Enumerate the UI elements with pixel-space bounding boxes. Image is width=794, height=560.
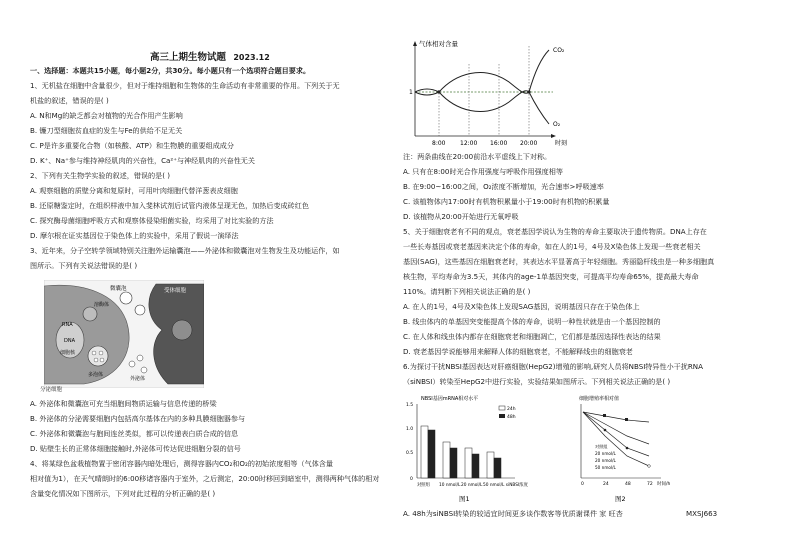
fig1-caption: 图1 bbox=[459, 495, 470, 503]
fig1-legend-48h: 48h bbox=[507, 415, 516, 420]
exosome-figure bbox=[44, 280, 204, 388]
question-line: 5、关于细胞衰老有不同的观点，衰老基因学说认为生物的寿命主要取决于遗传物质。DNA上存在 bbox=[403, 227, 707, 236]
question-line: 3、近年来，分子空转学领域特别关注胞外运输囊泡——外泌体和微囊泡对生物发生及功能运作，如 bbox=[30, 246, 340, 255]
option-line: A. N和Mg的缺乏都会对植物的光合作用产生影响 bbox=[30, 111, 183, 120]
question-line: 相对值为1），在天气晴朗时的6:00移诸容器内于室外，之后测定，20:00时移回到暗室中，测得两种气体的相对 bbox=[30, 474, 380, 483]
fig1-bar-chart bbox=[403, 392, 533, 504]
fig2-xtick: 0 bbox=[581, 482, 584, 487]
question-line: 机盐的叙述，错误的是( ) bbox=[30, 96, 109, 105]
chart-ylabel: 气体相对含量 bbox=[419, 40, 458, 48]
option-line: C. P是许多重要化合物（如核酸、ATP）和生物膜的重要组成成分 bbox=[30, 141, 234, 150]
option-line: B. 还原糖鉴定时，在组织样液中加入斐林试剂后试管内液体呈现无色，加热后变成砖红色 bbox=[30, 201, 309, 210]
option-line: A. 外泌体和微囊泡可充当细胞间物质运输与信息传递的桥梁 bbox=[30, 399, 217, 408]
option-line: A. 在人的1号，4号及X染色体上发现SAG基因，说明基因只存在于染色体上 bbox=[403, 302, 640, 311]
fig1-xlabel: 对照组 bbox=[417, 483, 430, 488]
title-text: 高三上期生物试题 bbox=[150, 52, 227, 63]
fig1-ytick: 1.0 bbox=[406, 427, 414, 432]
gas-content-chart bbox=[403, 38, 583, 150]
option-line: C. 该植物体内17:00时有机物积累量小于19:00时有机物的积累量 bbox=[403, 197, 610, 206]
right-column bbox=[403, 0, 781, 560]
section-heading: 一、选择题：本题共15小题，每小题2分，共30分。每小题只有一个选项符合题目要求。 bbox=[30, 66, 311, 75]
option-line: C. 探究酶母菌细胞呼吸方式和观察体侵染细菌实验，均采用了对比实验的方法 bbox=[30, 216, 274, 225]
question-line: 一些长寿基因或衰老基因来决定个体的寿命，如在人的1号，4号及X染色体上发现一些衰老相关 bbox=[403, 242, 701, 251]
question-line: 4、将某绿色盆栽植物置于密闭容器内暗处理后，测得容器内CO₂和O₂的初始浓度相等（气体含量 bbox=[30, 459, 333, 468]
fig2-legend: 20 nmol/L bbox=[595, 451, 616, 456]
fig2-line-chart bbox=[571, 392, 681, 504]
xtick: 16:00 bbox=[490, 140, 508, 147]
question-line: 含量变化情况如下图所示，下列对此过程的分析正确的是( ) bbox=[30, 489, 216, 498]
fig2-xlabel: 时间/h bbox=[657, 482, 671, 487]
label-receptor-cell: 受体细胞 bbox=[164, 288, 187, 294]
label-exosome: 外泌体 bbox=[130, 376, 146, 382]
fig2-legend: 50 nmol/L bbox=[595, 465, 616, 470]
question-line: 6.为探讨干扰NBSI基因表达对肝癌细胞(HepG2)增殖的影响,研究人员将NBSI特异性小干扰RNA bbox=[403, 362, 703, 371]
option-line: A. 观察细胞的质壁分离和复原时，可用叶肉细胞代替洋葱表皮细胞 bbox=[30, 186, 238, 195]
label-dna: DNA bbox=[64, 338, 76, 344]
question-line: 图所示。下列有关说法错误的是( ) bbox=[30, 261, 138, 270]
question-line: 1、无机盐在细胞中含量很少，但对于维持细胞和生物体的生命活动有非常重要的作用。下列关于无 bbox=[30, 81, 340, 90]
fig1-xlabel: 50 nmol/L siNBSI浓度 bbox=[483, 483, 528, 488]
o2-label: O₂ bbox=[553, 121, 561, 128]
option-line: A. 只有在8:00时光合作用强度与呼吸作用强度相等 bbox=[403, 167, 563, 176]
option-line: B. 镰刀型细胞贫血症的发生与Fe的供给不足无关 bbox=[30, 126, 183, 135]
left-column bbox=[30, 0, 398, 560]
option-line: D. K⁺、Na⁺参与维持神经肌肉的兴奋性，Ca²⁺与神经肌肉的兴奋性无关 bbox=[30, 156, 255, 165]
xtick: 8:00 bbox=[432, 140, 446, 147]
label-rna: RNA bbox=[62, 322, 73, 328]
fig2-xtick: 24 bbox=[603, 482, 609, 487]
option-line: A. 48h为siNBSI转染的较适宜时间更多谈作数客等优质谢课件 家 旺杏 bbox=[403, 509, 623, 518]
co2-label: CO₂ bbox=[553, 47, 565, 54]
xtick: 12:00 bbox=[460, 140, 478, 147]
option-line: B. 外泌体的分泌需要细胞内包括高尔基体在内的多种具膜细胞器参与 bbox=[30, 414, 246, 423]
option-line: D. 该植物从20:00开始进行无氧呼吸 bbox=[403, 212, 519, 221]
option-line: C. 在人体和线虫体内都存在细胞衰老和细胞凋亡，它们都是基因选择性表达的结果 bbox=[403, 332, 661, 341]
chart-note: 注：两条曲线在20:00前沿水平虚线上下对称。 bbox=[403, 152, 552, 161]
label-secreting-cell: 分泌细胞 bbox=[40, 387, 63, 393]
paper-code: MXSJ663 bbox=[686, 509, 718, 518]
question-line: 基因(SAG)，这些基因在细胞衰老时，其表达水平显著高于年轻细胞。秀丽隐杆线虫是一种多细胞真 bbox=[403, 257, 715, 266]
chart-ytick: 1 bbox=[409, 89, 413, 96]
option-line: D. 摩尔根在证实基因位于染色体上的实验中，采用了假说一演绎法 bbox=[30, 231, 239, 240]
option-line: B. 线虫体内的单基因突变能提高个体的寿命，说明一种性状就是由一个基因控制的 bbox=[403, 317, 661, 326]
option-line: B. 在9:00~16:00之间，O₂浓度不断增加，光合速率>呼吸速率 bbox=[403, 182, 604, 191]
option-line: D. 衰老基因学说能够用来解释人体的细胞衰老，不能解释线虫的细胞衰老 bbox=[403, 347, 633, 356]
question-line: 110%。请判断下列相关说法正确的是( ) bbox=[403, 287, 531, 296]
question-line: 核生物，平均寿命为3.5天，其体内的age-1单基因突变，可提高平均寿命65%，提高最大寿命 bbox=[403, 272, 699, 281]
option-line: D. 贴壁生长的正常体细胞接触时,外泌体可传达促进细胞分裂的信号 bbox=[30, 444, 241, 453]
option-line: C. 外泌体和微囊泡与胞间连丝类似，都可以传递表白质合成的信息 bbox=[30, 429, 239, 438]
fig1-title: NBSI基因mRNA相对水平 bbox=[421, 396, 479, 402]
fig2-xtick: 48 bbox=[625, 482, 631, 487]
fig1-ytick: 1.5 bbox=[406, 403, 414, 408]
title-date: 2023.12 bbox=[233, 53, 270, 62]
chart-xlabel: 时刻 bbox=[555, 140, 568, 147]
fig2-legend: 对照组 bbox=[595, 444, 608, 449]
label-nucleus: 细胞核 bbox=[60, 350, 76, 356]
label-lysosome: 溶酶体 bbox=[94, 302, 110, 308]
fig2-xtick: 72 bbox=[647, 482, 653, 487]
xtick: 20:00 bbox=[520, 140, 538, 147]
fig1-xlabel: 20 nmol/L bbox=[461, 483, 483, 488]
fig1-legend-24h: 24h bbox=[507, 407, 516, 412]
fig1-ytick: 0 bbox=[410, 477, 413, 482]
fig2-legend: 20 nmol/L bbox=[595, 458, 616, 463]
question-line: 2、下列有关生物学实验的叙述，错误的是( ) bbox=[30, 171, 170, 180]
fig1-xlabel: 10 nmol/L bbox=[439, 483, 461, 488]
question-line: （siNBSI）转染至HepG2中进行实验，实验结果如图所示。下列相关说法正确的是( ) bbox=[403, 377, 671, 386]
label-microvesicle: 微囊泡 bbox=[110, 286, 127, 292]
fig1-ytick: 0.5 bbox=[406, 451, 414, 456]
fig2-caption: 图2 bbox=[615, 495, 626, 503]
label-multivesicular-body: 多泡体 bbox=[88, 372, 104, 378]
fig2-title: 细胞增殖率相对值 bbox=[579, 396, 620, 402]
